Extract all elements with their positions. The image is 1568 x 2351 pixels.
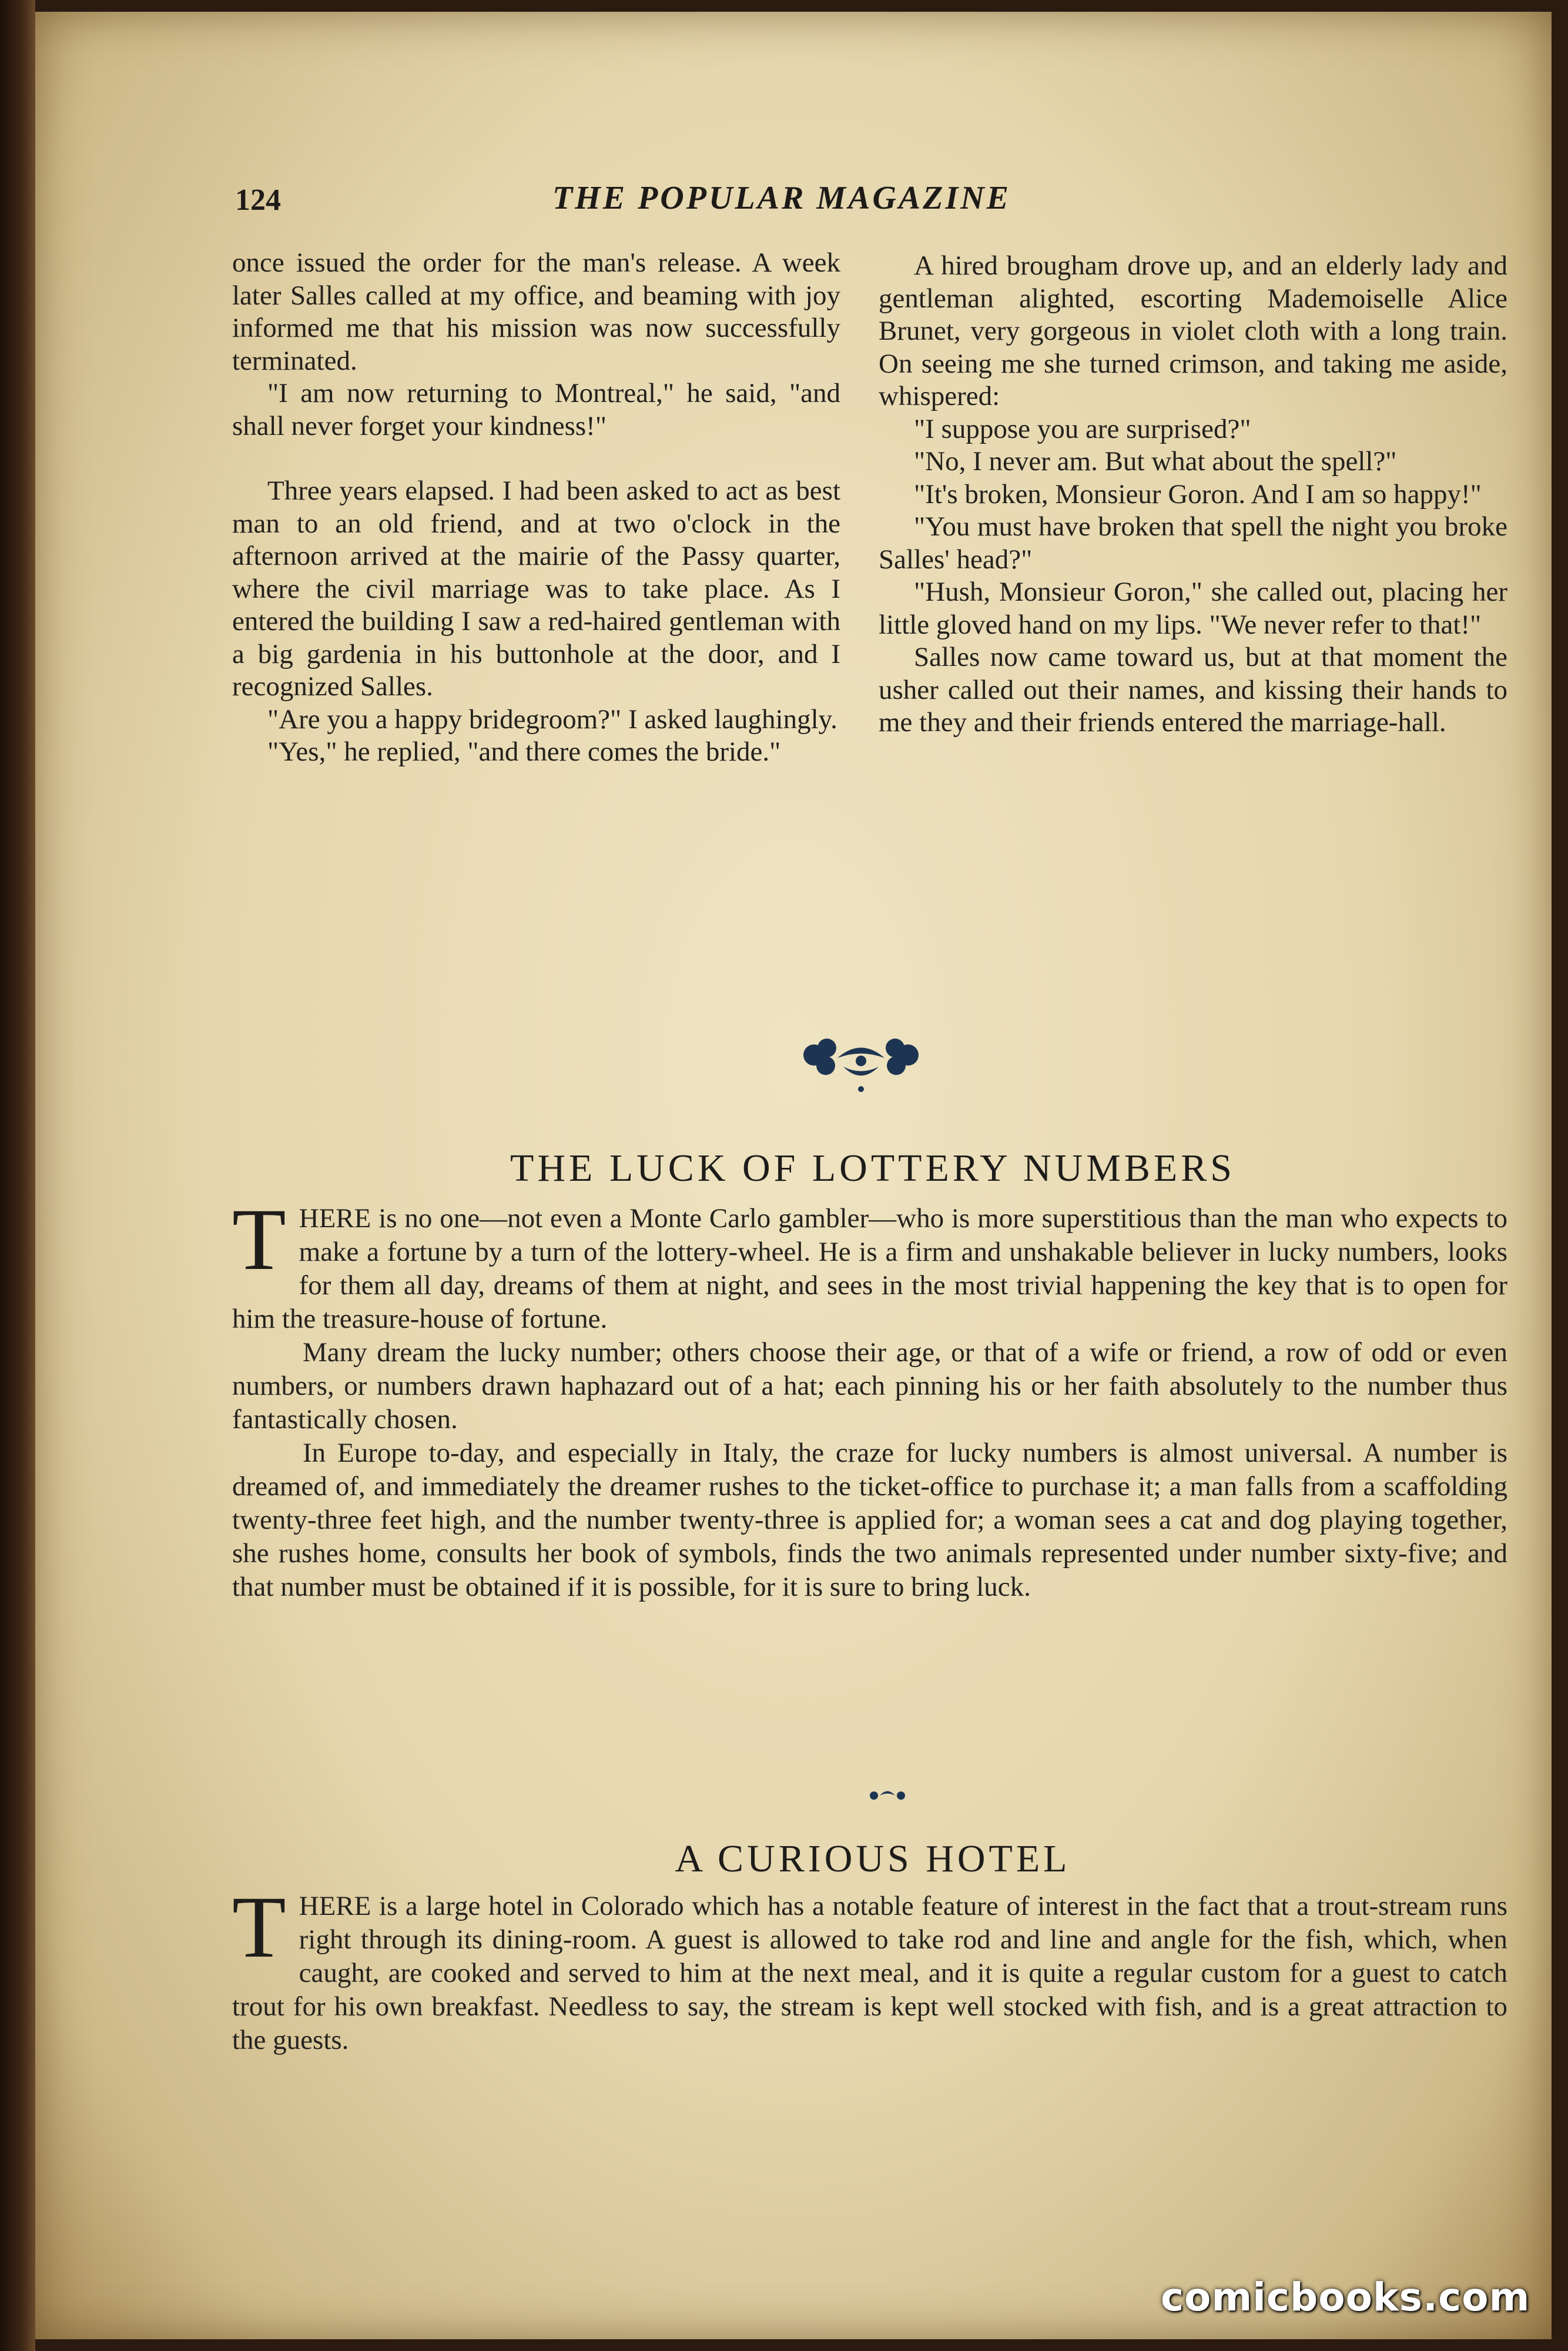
magazine-title: THE POPULAR MAGAZINE (552, 180, 1011, 216)
right-column (879, 250, 1507, 739)
book-spine (0, 0, 35, 2351)
right-paragraph: "It's broken, Monsieur Goron. And I am so happy!" (914, 478, 1482, 510)
small-ornament-icon (867, 1787, 908, 1804)
right-paragraph: Salles now came toward us, but at that moment the usher called out their names, and kissing their hands to me they and their friends entered the marriage-hall. (879, 642, 1507, 738)
lottery-article (232, 1191, 1507, 1604)
right-paragraph: "Hush, Monsieur Goron," she called out, placing her little gloved hand on my lips. "We never refer to that!" (879, 577, 1507, 640)
floral-ornament-icon (796, 1032, 926, 1096)
hotel-article-title: A CURIOUS HOTEL (675, 1837, 1071, 1880)
lottery-first-paragraph-text: HERE is no one—not even a Monte Carlo gambler—who is more superstitious than the man who expects to make a fortune by a turn of the lottery-wheel. He is a firm and unshakable believer in lucky numbers, looks for them all day, dreams of them at night, and sees in the most trivial happening the key that is to open for him the treasure-house of fortune. (232, 1203, 1507, 1334)
right-paragraph: "I suppose you are surprised?" (914, 413, 1251, 444)
right-paragraph: "You must have broken that spell the night you broke Salles' head?" (879, 511, 1507, 575)
right-paragraph: "No, I never am. But what about the spell?" (914, 446, 1397, 477)
lottery-first-paragraph (232, 1191, 1507, 1336)
lottery-paragraph: Many dream the lucky number; others choose their age, or that of a wife or friend, a row of odd or even numbers, or numbers drawn haphazard out of a hat; each pinning his or her faith absolutely to the number thus fantastically chosen. (232, 1337, 1507, 1435)
left-column (232, 247, 840, 769)
hotel-first-paragraph-text: HERE is a large hotel in Colorado which has a notable feature of interest in the fact that a trout-stream runs right through its dining-room. A guest is allowed to take rod and line and angle for the fish, which, when caught, are cooked and served to him at the next meal, and it is quite a regular custom for a guest to catch trout for his own breakfast. Needless to say, the stream is kept well stocked with fish, and is a great attraction to the guests. (232, 1891, 1507, 2055)
left-paragraph: once issued the order for the man's release. A week later Salles called at my office, and beaming with joy informed me that his mission was now successfully terminated. (232, 247, 840, 376)
left-paragraph: "Yes," he replied, "and there comes the bride." (267, 736, 781, 767)
right-paragraph: A hired brougham drove up, and an elderly lady and gentleman alighted, escorting Mademoiselle Alice Brunet, very gorgeous in violet cloth with a long train. On seeing me she turned crimson, and taking me aside, whispered: (879, 250, 1507, 411)
lottery-article-title: THE LUCK OF LOTTERY NUMBERS (510, 1147, 1235, 1190)
site-watermark: comicbooks.com (1161, 2275, 1530, 2320)
hotel-first-paragraph (232, 1878, 1507, 2057)
left-paragraph: "Are you a happy bridegroom?" I asked laughingly. (267, 704, 837, 735)
page-number: 124 (235, 183, 281, 217)
left-paragraph: Three years elapsed. I had been asked to act as best man to an old friend, and at two o'clock in the afternoon arrived at the mairie of the Passy quarter, where the civil marriage was to take place. As I entered the building I saw a red-haired gentleman with a big gardenia in his buttonhole at the door, and I recognized Salles. (232, 475, 840, 702)
drop-cap: T (232, 1878, 286, 1976)
lottery-paragraph: In Europe to-day, and especially in Italy, the craze for lucky numbers is almost universal. A number is dreamed of, and immediately the dreamer rushes to the ticket-office to purchase it; a man falls from a scaffolding twenty-three feet high, and the number twenty-three is applied for; a woman sees a cat and dog playing together, she rushes home, consults her book of symbols, finds the two animals represented under number sixty-five; and that number must be obtained if it is possible, for it is sure to bring luck. (232, 1438, 1507, 1602)
drop-cap: T (232, 1191, 286, 1288)
hotel-article (232, 1878, 1507, 2057)
running-head (235, 179, 1175, 226)
left-paragraph: "I am now returning to Montreal," he said, "and shall never forget your kindness!" (232, 378, 840, 441)
